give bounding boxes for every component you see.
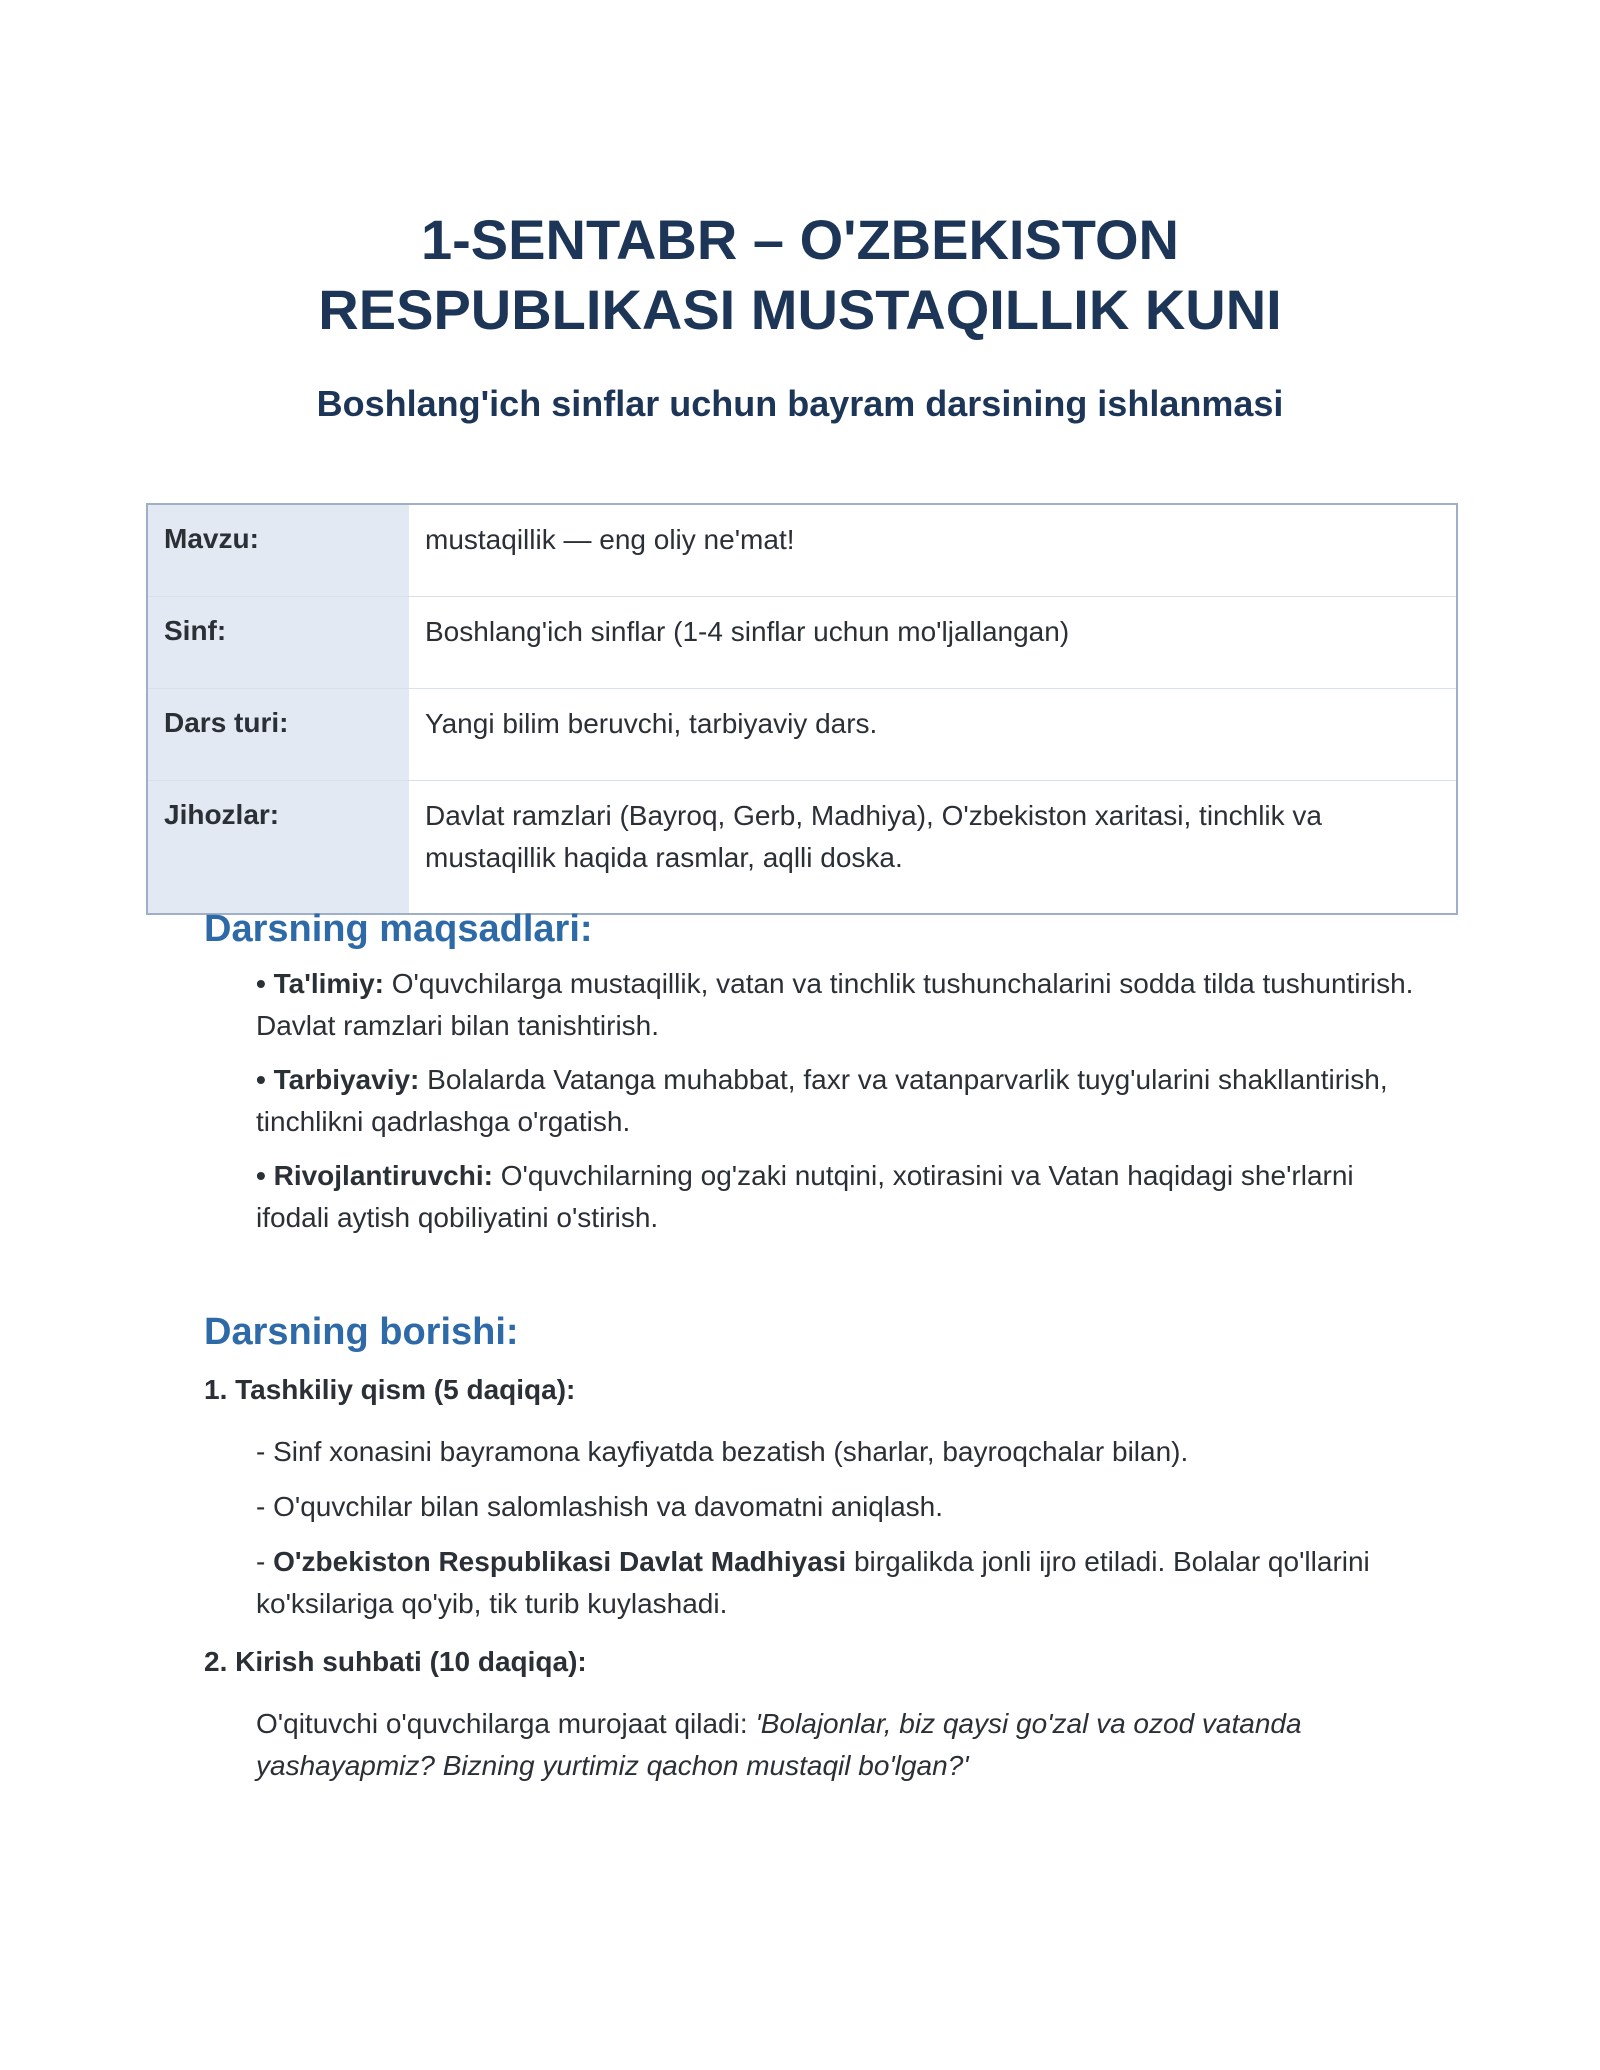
goal-text: O'quvchilarning og'zaki nutqini, xotirasini va Vatan haqidagi she'rlarni ifodali aytish qobiliyatini o'stirish.	[256, 1160, 1354, 1233]
goal-bullet: •	[256, 968, 266, 999]
step-2-quote: 'Bolajonlar, biz qaysi go'zal va ozod vatanda yashayapmiz? Bizning yurtimiz qachon mustaqil bo'lgan?'	[256, 1708, 1302, 1781]
step-2-intro-text: O'qituvchi o'quvchilarga murojaat qiladi:	[256, 1708, 756, 1739]
goal-bullet: •	[256, 1064, 266, 1095]
lesson-info-table	[146, 503, 1458, 915]
document-subtitle: Boshlang'ich sinflar uchun bayram darsining ishlanmasi	[316, 383, 1284, 424]
goal-item-developmental	[256, 1155, 1416, 1239]
info-value	[409, 781, 1457, 915]
info-label: Sinf:	[147, 597, 409, 689]
goal-label: Ta'limiy:	[273, 968, 384, 999]
info-value-text: mustaqillik — eng oliy ne'mat!	[425, 524, 795, 555]
info-row-lesson-type	[147, 689, 1457, 781]
process-heading: Darsning borishi:	[204, 1311, 519, 1353]
info-value	[409, 689, 1457, 781]
goal-text: O'quvchilarga mustaqillik, vatan va tinchlik tushunchalarini sodda tilda tushuntirish. Davlat ramzlari bilan tanishtirish.	[256, 968, 1414, 1041]
info-row-equipment	[147, 781, 1457, 915]
info-row-class	[147, 597, 1457, 689]
goal-item-upbringing	[256, 1059, 1416, 1143]
info-value-text: Boshlang'ich sinflar (1-4 sinflar uchun mo'ljallangan)	[425, 616, 1070, 647]
goal-label: Rivojlantiruvchi:	[273, 1160, 493, 1191]
step-1-item-anthem	[256, 1541, 1416, 1625]
step-1-item: - Sinf xonasini bayramona kayfiyatda bezatish (sharlar, bayroqchalar bilan).	[256, 1436, 1189, 1467]
anthem-text: birgalikda jonli ijro etiladi. Bolalar qo'llarini ko'ksilariga qo'yib, tik turib kuylashadi.	[256, 1546, 1370, 1619]
goal-bullet: •	[256, 1160, 266, 1191]
info-label: Mavzu:	[147, 504, 409, 597]
anthem-prefix: -	[256, 1546, 274, 1577]
info-value-text: Davlat ramzlari (Bayroq, Gerb, Madhiya), O'zbekiston xaritasi, tinchlik va mustaqillik haqida rasmlar, aqlli doska.	[425, 800, 1322, 873]
title-line-2: RESPUBLIKASI MUSTAQILLIK KUNI	[318, 278, 1282, 341]
info-row-topic	[147, 504, 1457, 597]
goal-item-educational	[256, 963, 1416, 1047]
goals-heading: Darsning maqsadlari:	[204, 908, 593, 950]
goal-text: Bolalarda Vatanga muhabbat, faxr va vatanparvarlik tuyg'ularini shakllantirish, tinchlikni qadrlashga o'rgatish.	[256, 1064, 1388, 1137]
step-1-item: - O'quvchilar bilan salomlashish va davomatni aniqlash.	[256, 1491, 944, 1522]
step-1-title: 1. Tashkiliy qism (5 daqiqa):	[204, 1374, 576, 1405]
anthem-bold: O'zbekiston Respublikasi Davlat Madhiyasi	[273, 1546, 847, 1577]
info-value	[409, 597, 1457, 689]
info-label: Dars turi:	[147, 689, 409, 781]
document-title	[0, 205, 1600, 345]
step-2-intro	[256, 1703, 1416, 1787]
info-value-text: Yangi bilim beruvchi, tarbiyaviy dars.	[425, 708, 878, 739]
title-line-1: 1-SENTABR – O'ZBEKISTON	[421, 208, 1179, 271]
goal-label: Tarbiyaviy:	[273, 1064, 420, 1095]
info-value	[409, 504, 1457, 597]
step-2-title: 2. Kirish suhbati (10 daqiqa):	[204, 1646, 587, 1677]
info-label: Jihozlar:	[147, 781, 409, 915]
